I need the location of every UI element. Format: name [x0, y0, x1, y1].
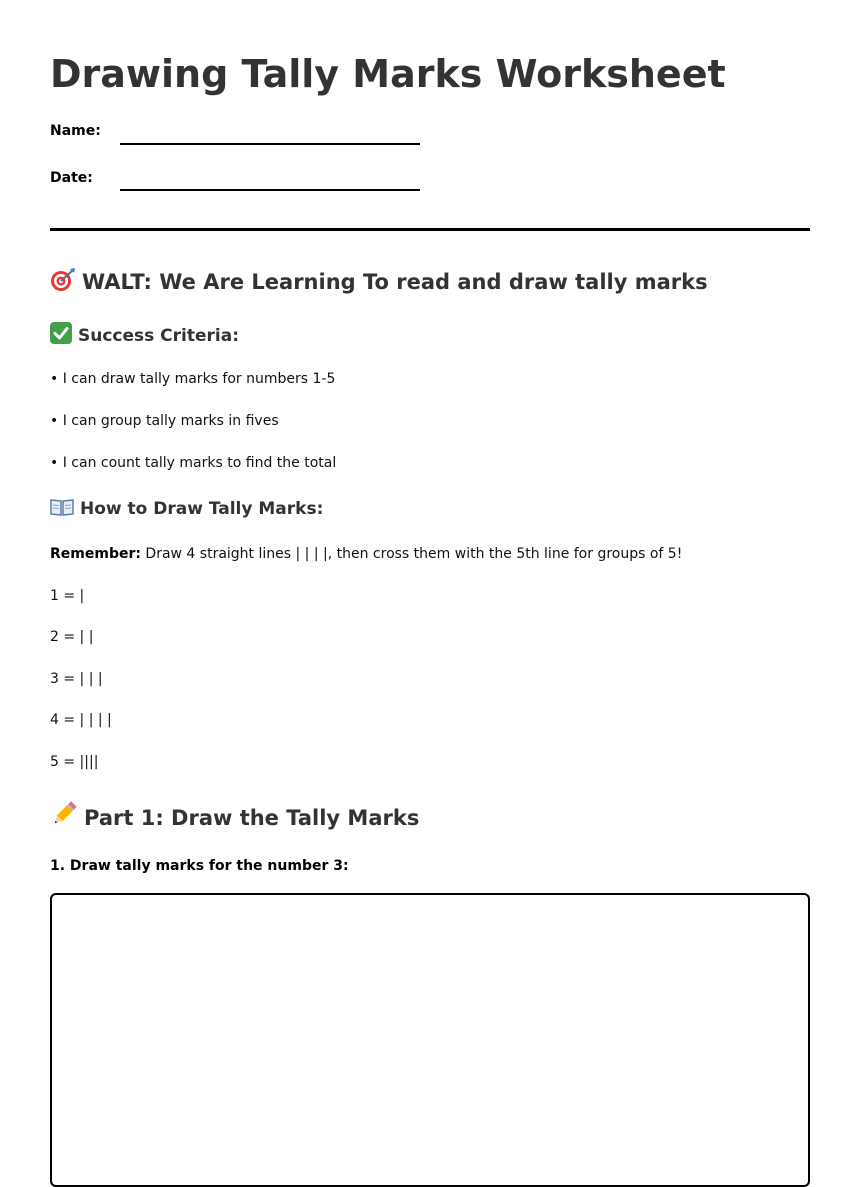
open-book-icon — [50, 497, 74, 524]
tally-example: 2 = | | — [50, 629, 94, 645]
how-to-heading — [50, 497, 323, 524]
page-title: Drawing Tally Marks Worksheet — [50, 52, 726, 96]
remember-text: Draw 4 straight lines | | | |, then cross them with the 5th line for groups of 5! — [140, 546, 683, 562]
target-icon — [50, 268, 76, 299]
criteria-item: • I can draw tally marks for numbers 1-5 — [50, 371, 336, 387]
date-label: Date: — [50, 170, 93, 186]
name-label: Name: — [50, 123, 101, 139]
answer-box-1[interactable] — [50, 893, 810, 1187]
walt-text: WALT: We Are Learning To read and draw tally marks — [82, 270, 708, 294]
check-mark-icon — [50, 322, 72, 351]
criteria-item: • I can count tally marks to find the total — [50, 455, 337, 471]
part1-heading — [50, 800, 419, 835]
question-1: 1. Draw tally marks for the number 3: — [50, 858, 349, 874]
criteria-item: • I can group tally marks in fives — [50, 413, 279, 429]
header-divider — [50, 228, 810, 231]
part1-label: Part 1: Draw the Tally Marks — [84, 806, 420, 830]
success-criteria-label: Success Criteria: — [78, 326, 240, 346]
tally-example: 5 = |||| — [50, 754, 99, 770]
pencil-icon — [50, 800, 78, 835]
tally-example: 4 = | | | | — [50, 712, 112, 728]
remember-label: Remember: — [50, 546, 141, 562]
how-to-label: How to Draw Tally Marks: — [80, 499, 324, 519]
remember-note — [50, 544, 682, 564]
tally-example: 1 = | — [50, 588, 85, 604]
tally-example: 3 = | | | — [50, 671, 103, 687]
date-field[interactable] — [120, 189, 420, 191]
walt-heading — [50, 268, 708, 299]
name-field[interactable] — [120, 143, 420, 145]
success-criteria-heading — [50, 322, 239, 351]
